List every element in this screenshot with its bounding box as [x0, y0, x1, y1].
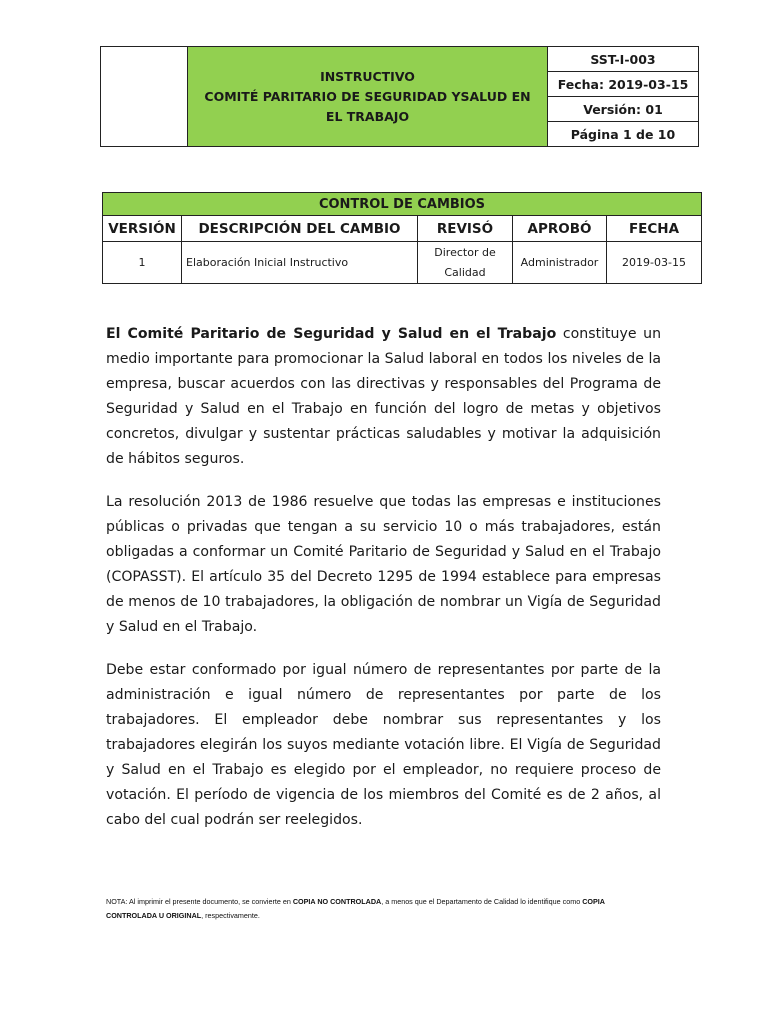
column-header-date: FECHA: [607, 216, 702, 242]
cell-description: Elaboración Inicial Instructivo: [182, 242, 418, 284]
change-control-table: [102, 192, 702, 284]
change-control-title: CONTROL DE CAMBIOS: [103, 193, 702, 216]
footer-part-2: , a menos que el Departamento de Calidad lo identifique como: [381, 897, 583, 906]
footer-note: [106, 895, 646, 923]
column-header-reviewed: REVISÓ: [418, 216, 513, 242]
column-header-version: VERSIÓN: [103, 216, 182, 242]
document-page: Página 1 de 10: [548, 122, 699, 147]
cell-approved: Administrador: [513, 242, 607, 284]
cell-reviewed: [418, 242, 513, 284]
footer-bold-2: COPIA CONTROLADA U ORIGINAL: [106, 897, 605, 920]
document-code: SST-I-003: [548, 47, 699, 72]
document-title: [188, 47, 548, 147]
document-version: Versión: 01: [548, 97, 699, 122]
document-header: [100, 46, 699, 147]
document-date: Fecha: 2019-03-15: [548, 72, 699, 97]
paragraph-3: Debe estar conformado por igual número de representantes por parte de la administración e igual número de representantes por parte de los trabajadores. El empleador debe nombrar sus representantes y los trabajadores elegirán los suyos mediante votación libre. El Vigía de Seguridad y Salud en el Trabajo es elegido por el empleador, no requiere proceso de votación. El período de vigencia de los miembros del Comité es de 2 años, al cabo del cual podrán ser reelegidos.: [106, 662, 661, 828]
paragraph-1: [106, 322, 661, 472]
title-line-3: EL TRABAJO: [325, 108, 410, 124]
footer-part-1: NOTA: Al imprimir el presente documento, se convierte en: [106, 897, 293, 906]
paragraph-1-bold: El Comité Paritario de Seguridad y Salud en el Trabajo: [106, 326, 557, 342]
table-row: [103, 242, 702, 284]
column-header-approved: APROBÓ: [513, 216, 607, 242]
paragraph-1-rest: constituye un medio importante para promocionar la Salud laboral en todos los niveles de la empresa, buscar acuerdos con las directivas y responsables del Programa de Seguridad y Salud en el Trabajo en función del logro de metas y objetivos concretos, divulgar y sustentar prácticas saludables y motivar la adquisición de hábitos seguros.: [106, 326, 661, 467]
footer-part-3: , respectivamente.: [201, 911, 260, 920]
cell-reviewed-line-2: Calidad: [444, 265, 486, 279]
logo-placeholder: [101, 47, 188, 147]
title-line-1: INSTRUCTIVO: [320, 68, 415, 84]
change-control-header-row: [103, 216, 702, 242]
paragraph-2: La resolución 2013 de 1986 resuelve que todas las empresas e instituciones públicas o privadas que tengan a su servicio 10 o más trabajadores, están obligadas a conformar un Comité Paritario de Seguridad y Salud en el Trabajo (COPASST). El artículo 35 del Decreto 1295 de 1994 establece para empresas de menos de 10 trabajadores, la obligación de nombrar un Vigía de Seguridad y Salud en el Trabajo.: [106, 494, 661, 635]
document-body: [106, 322, 661, 851]
cell-date: 2019-03-15: [607, 242, 702, 284]
cell-version: 1: [103, 242, 182, 284]
footer-bold-1: COPIA NO CONTROLADA: [292, 897, 382, 906]
title-line-2: COMITÉ PARITARIO DE SEGURIDAD YSALUD EN: [204, 88, 531, 104]
cell-reviewed-line-1: Director de: [434, 245, 496, 259]
column-header-description: DESCRIPCIÓN DEL CAMBIO: [182, 216, 418, 242]
